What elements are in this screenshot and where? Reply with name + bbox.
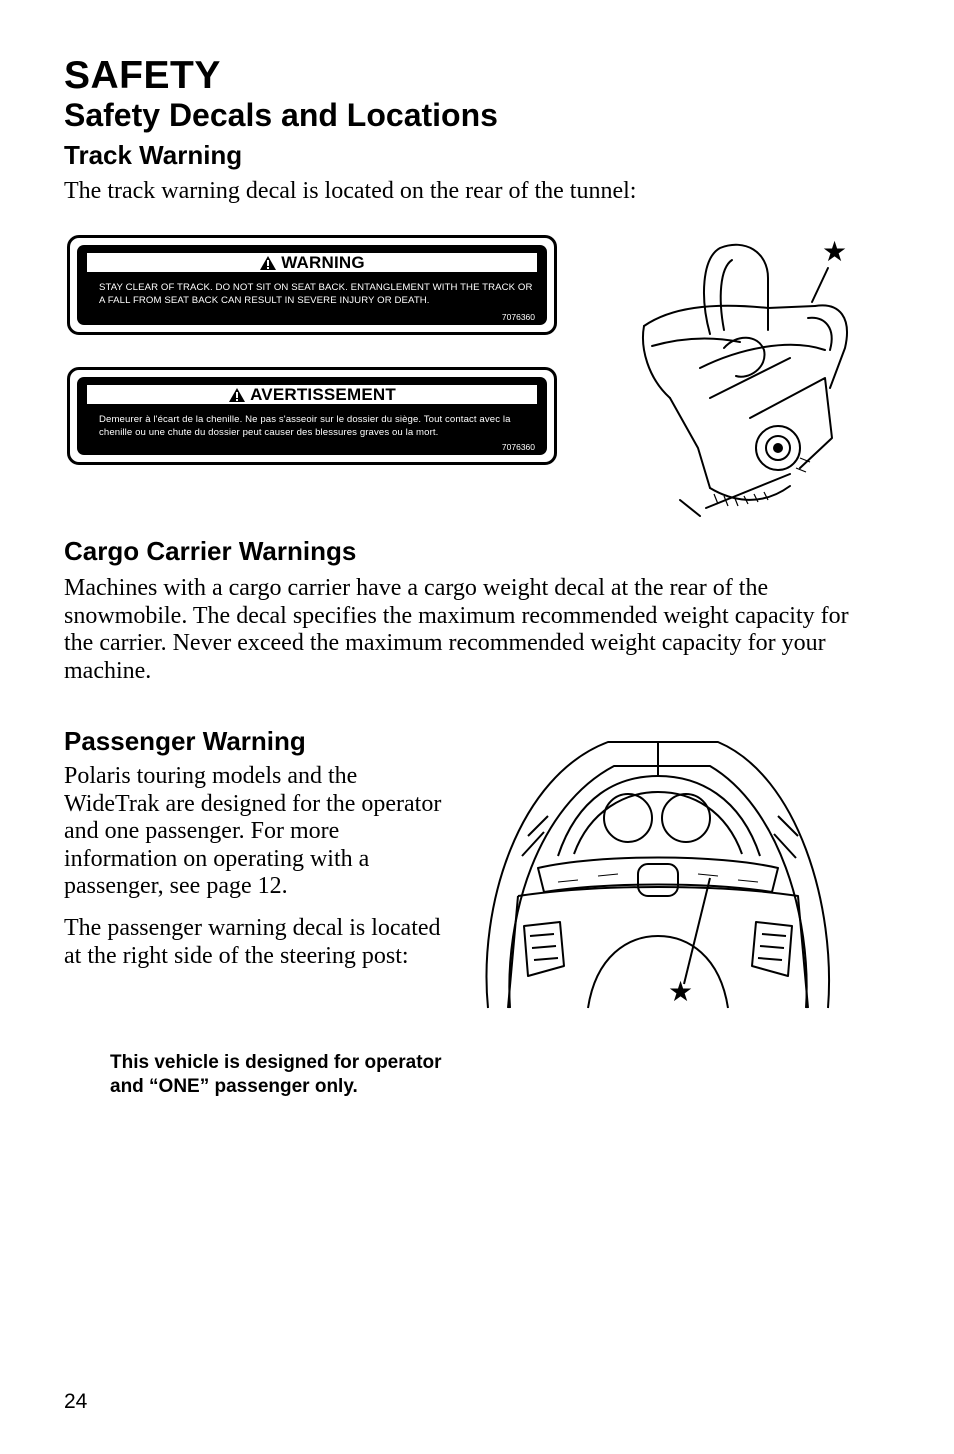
decal-location-star-icon: ★ [822,236,848,267]
passenger-decal-text: This vehicle is designed for operator and “ONE” passenger only. [110,1052,442,1097]
track-warning-decal-english [67,235,557,335]
warning-triangle-icon [228,387,246,403]
decal-location-star-icon: ★ [668,976,694,1007]
track-warning-decal-french [67,367,557,465]
section-title: Safety Decals and Locations [64,97,498,133]
snowmobile-hood-illustration [478,736,838,1014]
decal-banner [85,251,539,274]
track-warning-heading: Track Warning [64,140,243,170]
decal-banner [85,383,539,406]
decal-title: WARNING [281,252,365,272]
snowmobile-rear-illustration [640,238,855,518]
decal-body [77,377,547,455]
decal-message: STAY CLEAR OF TRACK. DO NOT SIT ON SEAT BACK. ENTANGLEMENT WITH THE TRACK OR A FALL FROM SEAT BACK CAN RESULT IN SEVERE INJURY OR DEATH. [99,282,533,306]
decal-part-number: 7076360 [501,312,535,322]
decal-title: AVERTISSEMENT [250,384,396,404]
cargo-text: Machines with a cargo carrier have a cargo weight decal at the rear of the snowmobile. The decal specifies the maximum recommended weight capacity for the carrier. Never exceed the maximum recommended weight capacity for your machine. [64,575,849,684]
track-warning-text: The track warning decal is located on the rear of the tunnel: [64,178,637,204]
cargo-heading: Cargo Carrier Warnings [64,536,357,566]
passenger-heading: Passenger Warning [64,726,306,756]
decal-body [77,245,547,325]
page-number: 24 [64,1390,88,1413]
decal-part-number: 7076360 [501,442,535,452]
decal-message: Demeurer à l'écart de la chenille. Ne pas s'asseoir sur le dossier du siège. Tout contact avec la chenille ou une chute du dossier peut causer des blessures graves ou la mort. [99,414,511,438]
passenger-text-1: Polaris touring models and the WideTrak are designed for the operator and one passenger. For more information on operating with a passenger, see page 12. [64,763,442,899]
chapter-title: SAFETY [64,54,221,97]
passenger-text-2: The passenger warning decal is located at the right side of the steering post: [64,915,441,969]
warning-triangle-icon [259,255,277,271]
